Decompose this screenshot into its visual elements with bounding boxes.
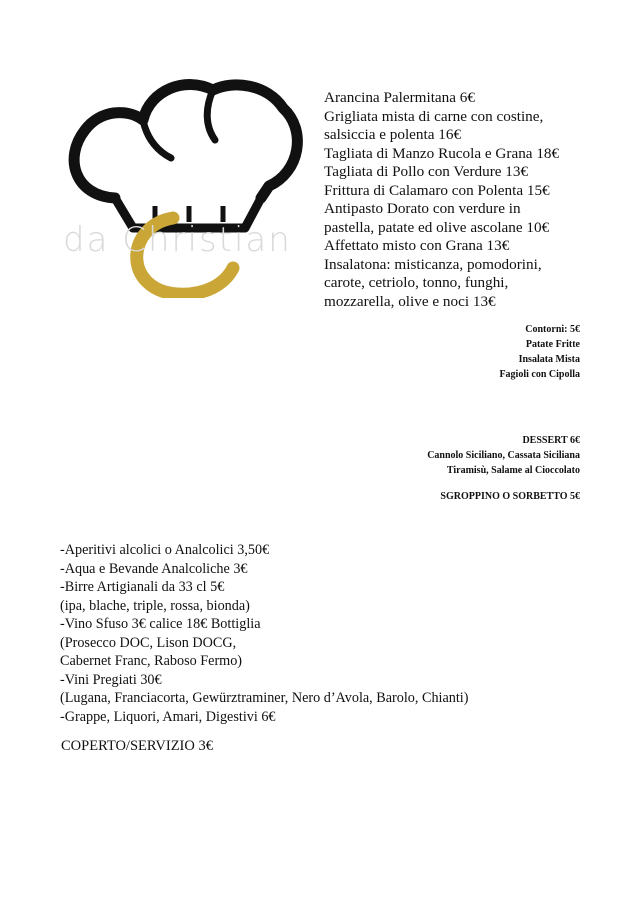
contorni-section [499, 322, 580, 382]
list-item: -Aqua e Bevande Analcoliche 3€ [60, 560, 248, 577]
list-item: (ipa, blache, triple, rossa, bionda) [60, 597, 250, 614]
list-item: (Prosecco DOC, Lison DOCG, [60, 634, 237, 651]
contorni-title: Contorni: 5€ [525, 324, 580, 335]
list-item: Tiramisù, Salame al Cioccolato [446, 465, 580, 476]
list-item: salsiccia e polenta 16€ [324, 126, 462, 143]
list-item: Tagliata di Pollo con Verdure 13€ [324, 163, 529, 180]
list-item: (Lugana, Franciacorta, Gewürztraminer, Nero d’Avola, Barolo, Chianti) [60, 690, 469, 706]
list-item: carote, cetriolo, tonno, funghi, [324, 274, 509, 291]
sgroppino-line: SGROPPINO O SORBETTO 5€ [440, 491, 580, 502]
list-item: Fagioli con Cipolla [499, 369, 580, 380]
list-item: -Grappe, Liquori, Amari, Digestivi 6€ [60, 708, 276, 725]
dessert-section [427, 433, 580, 478]
list-item: Affettato misto con Grana 13€ [324, 237, 510, 254]
list-item: Frittura di Calamaro con Polenta 15€ [324, 181, 550, 199]
list-item: Insalatona: misticanza, pomodorini, [324, 255, 542, 273]
list-item: Patate Fritte [525, 339, 580, 350]
mains-list [324, 89, 604, 311]
list-item: -Aperitivi alcolici o Analcolici 3,50€ [60, 542, 270, 558]
logo-text: da Christian [63, 220, 292, 260]
list-item: -Vini Pregiati 30€ [60, 671, 162, 688]
list-item: Tagliata di Manzo Rucola e Grana 18€ [324, 144, 560, 162]
logo [55, 68, 315, 298]
list-item: -Vino Sfuso 3€ calice 18€ Bottiglia [60, 616, 261, 632]
drinks-list [60, 541, 600, 726]
list-item: pastella, patate ed olive ascolane 10€ [324, 218, 550, 236]
dessert-title: DESSERT 6€ [522, 435, 580, 446]
list-item: Insalata Mista [518, 354, 580, 365]
list-item: Antipasto Dorato con verdure in [324, 200, 521, 217]
list-item: -Birre Artigianali da 33 cl 5€ [60, 579, 225, 595]
list-item: Cannolo Siciliano, Cassata Siciliana [427, 450, 580, 461]
list-item: Grigliata mista di carne con costine, [324, 107, 544, 125]
list-item: mozzarella, olive e noci 13€ [324, 292, 496, 310]
chef-hat-icon [55, 68, 315, 298]
list-item: Arancina Palermitana 6€ [324, 89, 475, 106]
coperto-line: COPERTO/SERVIZIO 3€ [61, 738, 213, 754]
list-item: Cabernet Franc, Raboso Fermo) [60, 653, 243, 669]
